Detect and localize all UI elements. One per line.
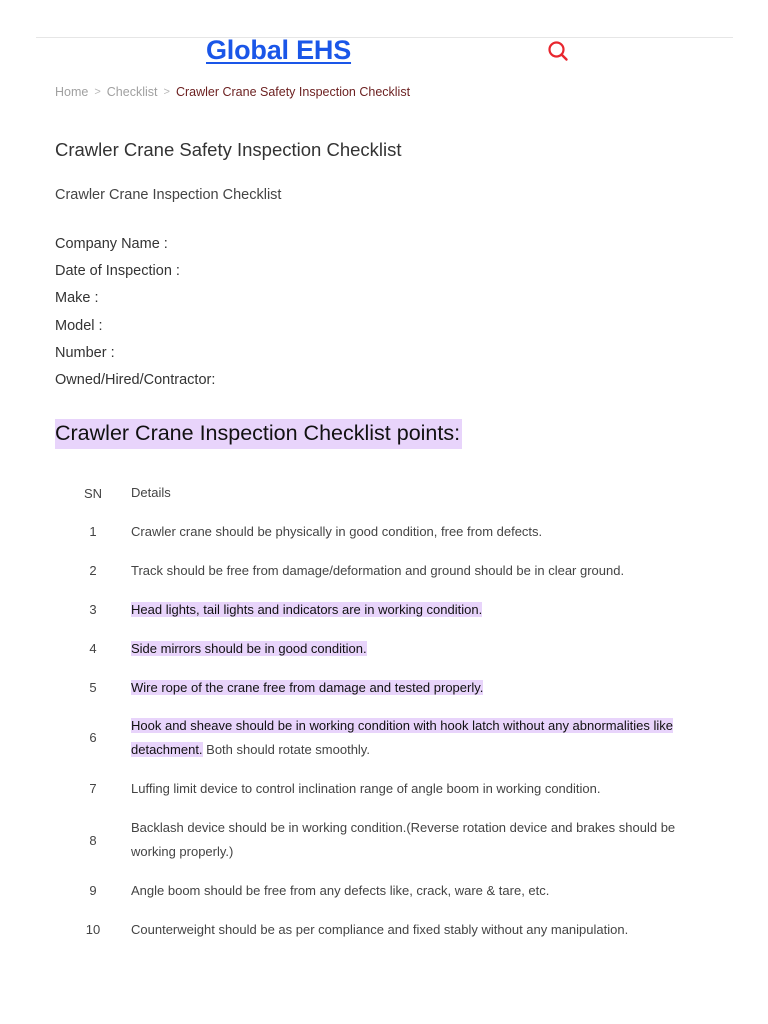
- row-details-cell: [131, 598, 715, 622]
- table-row: [55, 707, 715, 768]
- table-row: [55, 910, 715, 949]
- table-row: [55, 871, 715, 910]
- column-header-sn: SN: [83, 485, 103, 501]
- table-row: [55, 590, 715, 629]
- row-details-highlighted: Hook and sheave should be in working condition with hook latch without any abnormalities like detachment.: [131, 717, 673, 757]
- row-details-highlighted: Wire rope of the crane free from damage and tested properly.: [131, 679, 484, 695]
- row-details-highlighted: Side mirrors should be in good condition.: [131, 640, 367, 656]
- breadcrumb-checklist[interactable]: Checklist: [106, 85, 158, 99]
- table-row: [55, 629, 715, 668]
- row-sn: 8: [89, 832, 97, 848]
- field-owned-hired-contractor: Owned/Hired/Contractor:: [55, 371, 216, 388]
- row-details-extra: Both should rotate smoothly.: [202, 741, 370, 757]
- row-sn: 6: [89, 730, 97, 745]
- search-icon[interactable]: [546, 39, 570, 63]
- row-sn: 5: [89, 680, 97, 695]
- row-details-cell: [131, 676, 715, 700]
- table-row: [55, 809, 715, 871]
- row-details: Counterweight should be as per compliance and fixed stably without any manipulation.: [131, 921, 629, 937]
- page-subtitle: Crawler Crane Inspection Checklist: [55, 187, 282, 203]
- inspection-fields: [55, 234, 215, 397]
- row-details-cell: [131, 714, 715, 762]
- breadcrumb: [55, 85, 410, 99]
- site-logo-link[interactable]: Global EHS: [206, 35, 352, 65]
- row-sn: 3: [89, 602, 97, 617]
- row-details: Crawler crane should be physically in good condition, free from defects.: [131, 523, 543, 539]
- column-header-details: Details: [131, 485, 171, 500]
- table-row: [55, 551, 715, 590]
- section-heading: Crawler Crane Inspection Checklist points:: [55, 419, 462, 449]
- row-details: Angle boom should be free from any defects like, crack, ware & tare, etc.: [131, 882, 550, 898]
- table-header-row: [55, 474, 715, 512]
- page-title: Crawler Crane Safety Inspection Checklist: [55, 139, 402, 160]
- row-details-cell: [131, 637, 715, 661]
- field-date-of-inspection: Date of Inspection :: [55, 263, 180, 280]
- header-divider: [36, 37, 733, 38]
- field-model: Model :: [55, 317, 103, 334]
- table-row: [55, 768, 715, 809]
- row-sn: 9: [89, 883, 97, 898]
- breadcrumb-current: Crawler Crane Safety Inspection Checklist: [175, 85, 411, 99]
- field-number: Number :: [55, 344, 115, 361]
- row-sn: 1: [89, 524, 97, 539]
- chevron-right-icon: >: [94, 86, 101, 98]
- field-company-name: Company Name :: [55, 236, 168, 252]
- row-sn: 4: [89, 641, 97, 656]
- row-details: Track should be free from damage/deformation and ground should be in clear ground.: [131, 562, 625, 578]
- row-sn: 10: [85, 922, 101, 937]
- table-row: [55, 668, 715, 707]
- table-row: [55, 512, 715, 551]
- breadcrumb-home[interactable]: Home: [55, 85, 89, 99]
- row-details: Luffing limit device to control inclination range of angle boom in working condition.: [131, 780, 601, 796]
- chevron-right-icon: >: [163, 86, 170, 98]
- row-details-highlighted: Head lights, tail lights and indicators are in working condition.: [131, 601, 483, 617]
- row-sn: 2: [89, 563, 97, 578]
- checklist-table: [55, 474, 715, 949]
- field-make: Make :: [55, 290, 99, 307]
- row-sn: 7: [89, 781, 97, 796]
- row-details: Backlash device should be in working condition.(Reverse rotation device and brakes should be working properly.): [131, 820, 676, 859]
